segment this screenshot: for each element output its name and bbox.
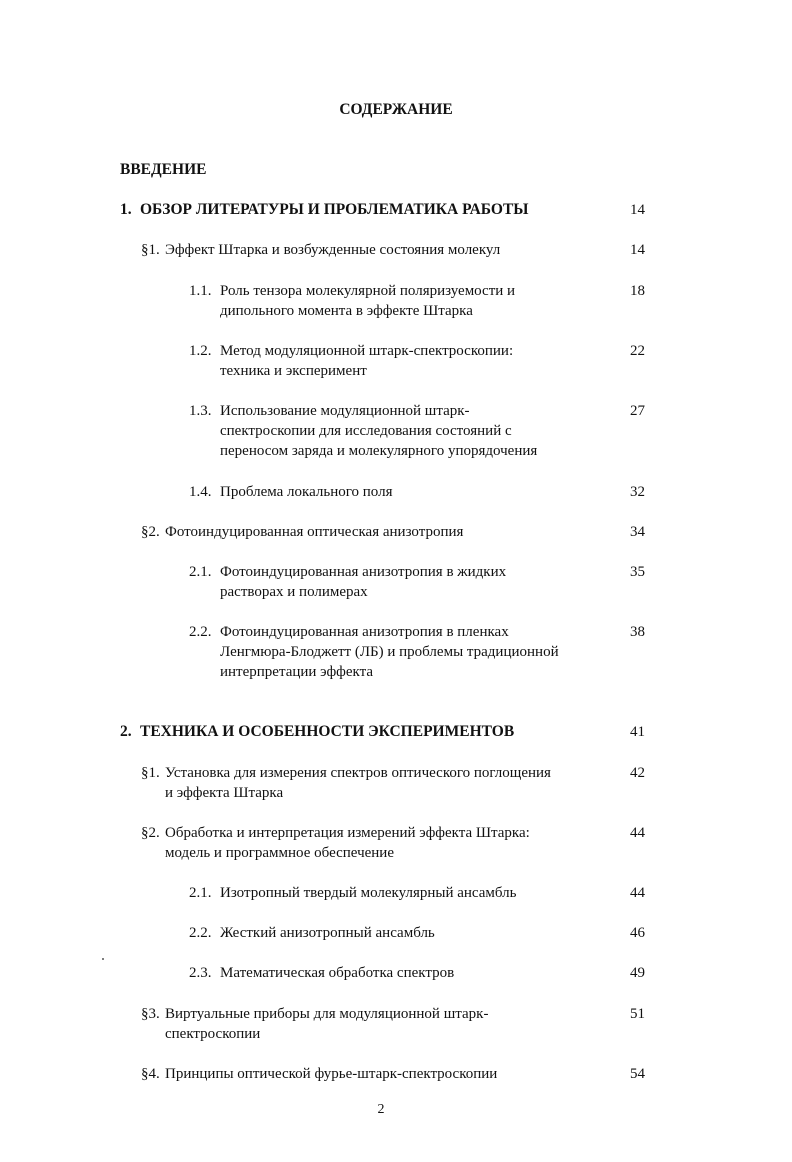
toc-chapter-2	[120, 722, 514, 742]
toc-page: 41	[630, 724, 645, 740]
toc-text: Обработка и интерпретация измерений эффекта Штарка: модель и программное обеспечение	[165, 825, 530, 861]
toc-page: 46	[630, 925, 645, 941]
toc-number: 2.3.	[189, 965, 212, 981]
toc-chapter-1	[120, 200, 529, 220]
toc-section	[141, 240, 500, 260]
toc-intro: ВВЕДЕНИЕ	[120, 161, 207, 178]
toc-section	[141, 1004, 488, 1044]
toc-subsection	[189, 562, 506, 602]
toc-text: Изотропный твердый молекулярный ансамбль	[220, 885, 517, 901]
toc-number: 1.3.	[189, 403, 212, 419]
toc-number: §2.	[141, 524, 160, 540]
toc-page: 35	[630, 564, 645, 580]
toc-page: 54	[630, 1066, 645, 1082]
toc-page: 49	[630, 965, 645, 981]
toc-page: 14	[630, 242, 645, 258]
toc-number: 2.1.	[189, 564, 212, 580]
toc-text: Математическая обработка спектров	[220, 965, 455, 981]
toc-text: ОБЗОР ЛИТЕРАТУРЫ И ПРОБЛЕМАТИКА РАБОТЫ	[140, 201, 529, 218]
toc-subsection	[189, 923, 435, 943]
toc-page: 44	[630, 885, 645, 901]
toc-number: §2.	[141, 825, 160, 841]
toc-text: Метод модуляционной штарк-спектроскопии: техника и эксперимент	[220, 343, 514, 379]
toc-number: §1.	[141, 765, 160, 781]
toc-number: 1.	[120, 201, 132, 218]
toc-number: §1.	[141, 242, 160, 258]
toc-text: Проблема локального поля	[220, 484, 393, 500]
toc-text: Роль тензора молекулярной поляризуемости и дипольного момента в эффекте Штарка	[220, 283, 516, 319]
toc-page: 44	[630, 825, 645, 841]
toc-subsection	[189, 622, 559, 682]
toc-number: 2.	[120, 723, 132, 740]
toc-number: 1.2.	[189, 343, 212, 359]
toc-page: 32	[630, 484, 645, 500]
toc-text: Фотоиндуцированная анизотропия в жидких растворах и полимерах	[220, 564, 507, 600]
toc-page: 27	[630, 403, 645, 419]
toc-text: Фотоиндуцированная анизотропия в пленках Ленгмюра-Блоджетт (ЛБ) и проблемы традиционной интерпретации эффекта	[220, 624, 559, 680]
toc-subsection	[189, 401, 537, 461]
toc-number: 2.2.	[189, 624, 212, 640]
toc-text: Использование модуляционной штарк- спектроскопии для исследования состояний с переносом заряда и молекулярного упорядочения	[220, 403, 538, 459]
toc-page: 14	[630, 202, 645, 218]
toc-number: 2.2.	[189, 925, 212, 941]
toc-page: 34	[630, 524, 645, 540]
toc-section	[141, 522, 463, 542]
toc-text: Принципы оптической фурье-штарк-спектроскопии	[165, 1066, 498, 1082]
toc-subsection	[189, 883, 517, 903]
scan-speck	[102, 958, 104, 960]
toc-section	[141, 823, 530, 863]
toc-text: Виртуальные приборы для модуляционной штарк- спектроскопии	[165, 1006, 489, 1042]
toc-text: Установка для измерения спектров оптического поглощения и эффекта Штарка	[165, 765, 551, 801]
toc-number: §3.	[141, 1006, 160, 1022]
toc-text: ТЕХНИКА И ОСОБЕННОСТИ ЭКСПЕРИМЕНТОВ	[140, 723, 515, 740]
toc-subsection	[189, 341, 513, 381]
toc-subsection	[189, 281, 515, 321]
toc-page: 42	[630, 765, 645, 781]
toc-page: 38	[630, 624, 645, 640]
toc-text: Фотоиндуцированная оптическая анизотропия	[165, 524, 464, 540]
toc-text: Жесткий анизотропный ансамбль	[220, 925, 435, 941]
toc-text: Эффект Штарка и возбужденные состояния молекул	[165, 242, 501, 258]
toc-number: §4.	[141, 1066, 160, 1082]
toc-subsection	[189, 963, 454, 983]
page-number: 2	[377, 1102, 385, 1117]
toc-number: 1.1.	[189, 283, 212, 299]
toc-number: 2.1.	[189, 885, 212, 901]
toc-subsection	[189, 482, 392, 502]
toc-section	[141, 1064, 497, 1084]
toc-page: 51	[630, 1006, 645, 1022]
toc-page: 18	[630, 283, 645, 299]
toc-number: 1.4.	[189, 484, 212, 500]
toc-section	[141, 763, 551, 803]
toc-page: 22	[630, 343, 645, 359]
page-title: СОДЕРЖАНИЕ	[339, 101, 453, 118]
